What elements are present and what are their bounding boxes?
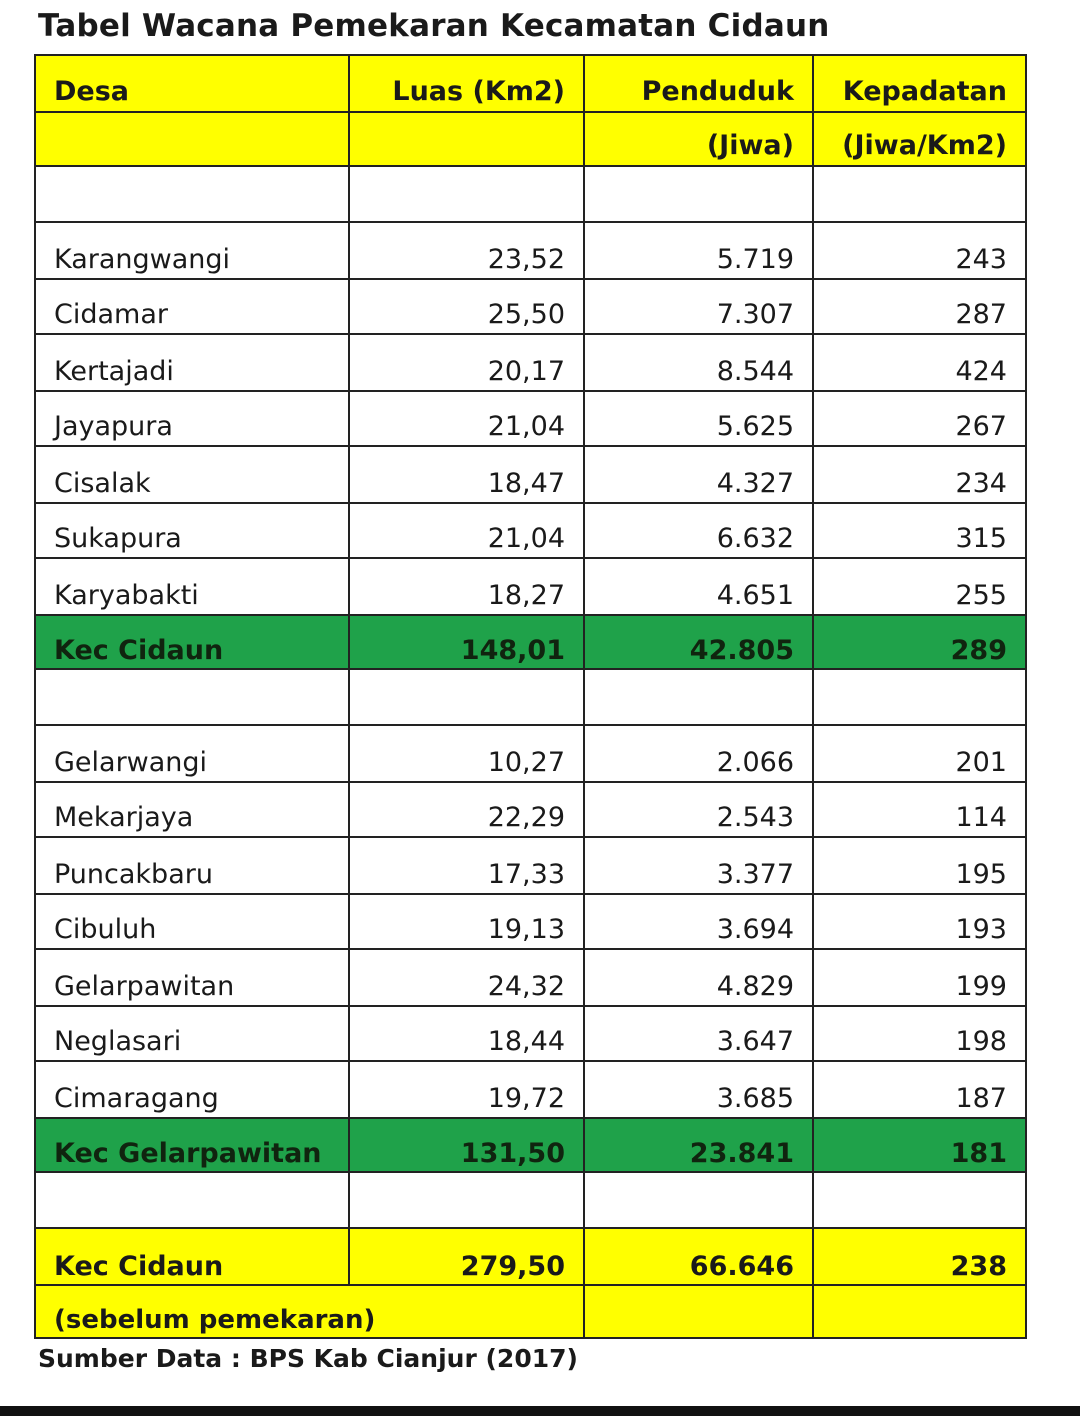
subtotal-penduduk: 23.841 [584, 1118, 813, 1172]
cell-penduduk: 8.544 [584, 334, 813, 391]
cell-penduduk: 4.829 [584, 949, 813, 1006]
cell-penduduk: 6.632 [584, 503, 813, 558]
table-row [35, 725, 1026, 782]
subtotal-penduduk: 42.805 [584, 615, 813, 669]
cell-kepadatan: 187 [813, 1061, 1026, 1118]
cell-luas: 18,47 [349, 446, 584, 503]
cell-luas: 18,44 [349, 1006, 584, 1061]
cell-kepadatan: 287 [813, 279, 1026, 334]
cell-kepadatan: 195 [813, 837, 1026, 894]
source-note: Sumber Data : BPS Kab Cianjur (2017) [38, 1344, 578, 1373]
grand-total-note-row [35, 1285, 1026, 1338]
header-row [35, 55, 1026, 112]
cell-desa: Sukapura [35, 503, 349, 558]
cell-desa: Karangwangi [35, 222, 349, 279]
cell-desa: Cimaragang [35, 1061, 349, 1118]
header-empty [35, 112, 349, 166]
table-row [35, 782, 1026, 837]
header-row-units [35, 112, 1026, 166]
table-row [35, 503, 1026, 558]
grand-total-desa: Kec Cidaun [35, 1228, 349, 1285]
header-penduduk-unit: (Jiwa) [584, 112, 813, 166]
group-cidaun [35, 222, 1026, 669]
cell-kepadatan: 267 [813, 391, 1026, 446]
table-row [35, 949, 1026, 1006]
cell-luas: 25,50 [349, 279, 584, 334]
cell-luas: 24,32 [349, 949, 584, 1006]
cell-penduduk: 4.651 [584, 558, 813, 615]
subtotal-luas: 148,01 [349, 615, 584, 669]
cell-penduduk: 3.647 [584, 1006, 813, 1061]
spacer-row [35, 669, 1026, 725]
table-row [35, 279, 1026, 334]
cell-penduduk: 5.625 [584, 391, 813, 446]
cell-kepadatan: 198 [813, 1006, 1026, 1061]
cell-kepadatan: 315 [813, 503, 1026, 558]
cell-desa: Cidamar [35, 279, 349, 334]
cell-desa: Karyabakti [35, 558, 349, 615]
cell-luas: 21,04 [349, 503, 584, 558]
cell-luas: 10,27 [349, 725, 584, 782]
cell-kepadatan: 193 [813, 894, 1026, 949]
cell-penduduk: 5.719 [584, 222, 813, 279]
header-penduduk: Penduduk [584, 55, 813, 112]
cell-penduduk: 3.694 [584, 894, 813, 949]
grand-total-empty [813, 1285, 1026, 1338]
subtotal-luas: 131,50 [349, 1118, 584, 1172]
group-gelarpawitan [35, 725, 1026, 1172]
subtotal-kepadatan: 289 [813, 615, 1026, 669]
cell-penduduk: 3.685 [584, 1061, 813, 1118]
cell-penduduk: 2.066 [584, 725, 813, 782]
cell-kepadatan: 201 [813, 725, 1026, 782]
cell-desa: Gelarwangi [35, 725, 349, 782]
cell-luas: 20,17 [349, 334, 584, 391]
cell-desa: Mekarjaya [35, 782, 349, 837]
table-title: Tabel Wacana Pemekaran Kecamatan Cidaun [38, 8, 830, 44]
cell-kepadatan: 199 [813, 949, 1026, 1006]
cell-luas: 19,72 [349, 1061, 584, 1118]
cell-desa: Cisalak [35, 446, 349, 503]
cell-luas: 22,29 [349, 782, 584, 837]
subtotal-row [35, 1118, 1026, 1172]
cell-kepadatan: 255 [813, 558, 1026, 615]
header-desa: Desa [35, 55, 349, 112]
header-kepadatan: Kepadatan [813, 55, 1026, 112]
grand-total-luas: 279,50 [349, 1228, 584, 1285]
table-row [35, 1061, 1026, 1118]
cell-desa: Neglasari [35, 1006, 349, 1061]
table-row [35, 837, 1026, 894]
spacer-row [35, 166, 1026, 222]
subtotal-desa: Kec Cidaun [35, 615, 349, 669]
header-empty [349, 112, 584, 166]
cell-penduduk: 3.377 [584, 837, 813, 894]
table-row [35, 558, 1026, 615]
grand-total-penduduk: 66.646 [584, 1228, 813, 1285]
cell-kepadatan: 114 [813, 782, 1026, 837]
header-luas: Luas (Km2) [349, 55, 584, 112]
cell-kepadatan: 243 [813, 222, 1026, 279]
table-row [35, 222, 1026, 279]
cell-luas: 23,52 [349, 222, 584, 279]
cell-luas: 17,33 [349, 837, 584, 894]
cell-penduduk: 4.327 [584, 446, 813, 503]
cell-kepadatan: 424 [813, 334, 1026, 391]
cell-desa: Puncakbaru [35, 837, 349, 894]
grand-total-row [35, 1228, 1026, 1285]
bottom-edge [0, 1406, 1080, 1416]
table-row [35, 334, 1026, 391]
grand-total-empty [584, 1285, 813, 1338]
cell-desa: Gelarpawitan [35, 949, 349, 1006]
cell-luas: 19,13 [349, 894, 584, 949]
cell-desa: Jayapura [35, 391, 349, 446]
cell-luas: 21,04 [349, 391, 584, 446]
subtotal-kepadatan: 181 [813, 1118, 1026, 1172]
cell-penduduk: 2.543 [584, 782, 813, 837]
grand-total-kepadatan: 238 [813, 1228, 1026, 1285]
cell-desa: Cibuluh [35, 894, 349, 949]
table-row [35, 391, 1026, 446]
spacer-row [35, 1172, 1026, 1228]
population-table [34, 54, 1027, 1339]
table-row [35, 1006, 1026, 1061]
grand-total-note: (sebelum pemekaran) [35, 1285, 584, 1338]
header-kepadatan-unit: (Jiwa/Km2) [813, 112, 1026, 166]
subtotal-row [35, 615, 1026, 669]
subtotal-desa: Kec Gelarpawitan [35, 1118, 349, 1172]
table-row [35, 894, 1026, 949]
table-row [35, 446, 1026, 503]
cell-penduduk: 7.307 [584, 279, 813, 334]
cell-desa: Kertajadi [35, 334, 349, 391]
cell-luas: 18,27 [349, 558, 584, 615]
cell-kepadatan: 234 [813, 446, 1026, 503]
